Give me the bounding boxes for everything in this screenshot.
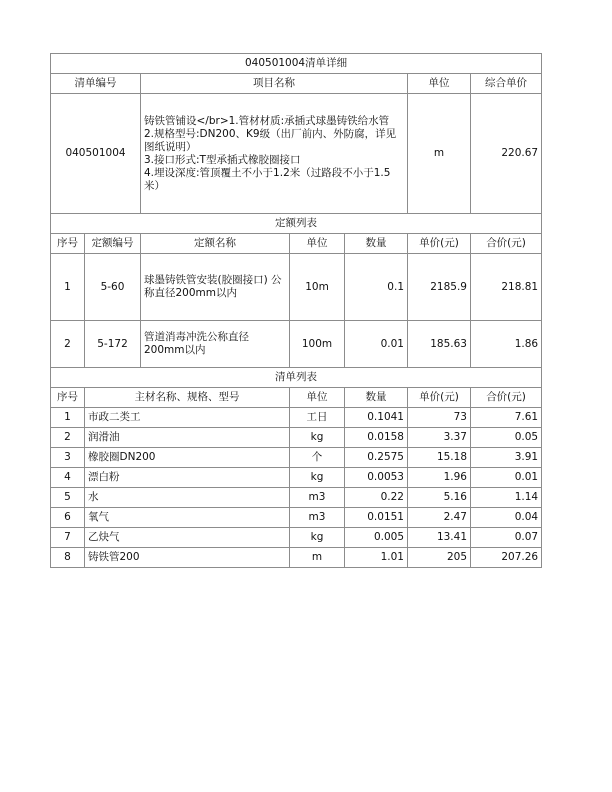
- material-unit-price: 1.96: [408, 468, 471, 488]
- material-qty: 1.01: [345, 548, 408, 568]
- material-name: 润滑油: [85, 428, 290, 448]
- quota-seq-header: 序号: [51, 234, 85, 254]
- material-unit-price: 5.16: [408, 488, 471, 508]
- material-seq-header: 序号: [51, 388, 85, 408]
- material-name-header: 主材名称、规格、型号: [85, 388, 290, 408]
- material-qty: 0.2575: [345, 448, 408, 468]
- material-seq: 4: [51, 468, 85, 488]
- material-name: 橡胶圈DN200: [85, 448, 290, 468]
- quota-code: 5-60: [85, 254, 141, 321]
- material-total: 0.07: [471, 528, 542, 548]
- material-name: 水: [85, 488, 290, 508]
- material-row: [51, 528, 542, 548]
- material-name: 市政二类工: [85, 408, 290, 428]
- material-seq: 3: [51, 448, 85, 468]
- material-qty: 0.22: [345, 488, 408, 508]
- bill-price: 220.67: [471, 94, 542, 214]
- bill-code-header: 清单编号: [51, 74, 141, 94]
- quota-unit-header: 单位: [290, 234, 345, 254]
- quota-total-header: 合价(元): [471, 234, 542, 254]
- bill-unit: m: [408, 94, 471, 214]
- material-row: [51, 408, 542, 428]
- quota-unit-price: 185.63: [408, 321, 471, 368]
- material-total: 0.04: [471, 508, 542, 528]
- material-unit-price: 15.18: [408, 448, 471, 468]
- material-seq: 7: [51, 528, 85, 548]
- quota-unit: 10m: [290, 254, 345, 321]
- material-name: 漂白粉: [85, 468, 290, 488]
- material-total: 3.91: [471, 448, 542, 468]
- quota-name-header: 定额名称: [141, 234, 290, 254]
- material-unit-price: 2.47: [408, 508, 471, 528]
- material-unit-price: 205: [408, 548, 471, 568]
- quota-row: [51, 254, 542, 321]
- material-qty: 0.0158: [345, 428, 408, 448]
- quota-total: 1.86: [471, 321, 542, 368]
- bill-detail-table: [50, 53, 542, 568]
- quota-name: 球墨铸铁管安装(胶圈接口) 公称直径200mm以内: [141, 254, 290, 321]
- material-name: 氧气: [85, 508, 290, 528]
- bill-price-header: 综合单价: [471, 74, 542, 94]
- material-unit: kg: [290, 528, 345, 548]
- bill-name-header: 项目名称: [141, 74, 408, 94]
- bill-desc-line: 2.规格型号:DN200、K9级（出厂前内、外防腐，详见图纸说明）: [144, 127, 397, 153]
- material-total: 0.05: [471, 428, 542, 448]
- material-seq: 5: [51, 488, 85, 508]
- material-qty: 0.0053: [345, 468, 408, 488]
- material-seq: 8: [51, 548, 85, 568]
- bill-desc-line: 3.接口形式:T型承插式橡胶圈接口: [144, 153, 301, 166]
- material-row: [51, 508, 542, 528]
- quota-section-title: 定额列表: [51, 214, 542, 234]
- material-unit-price: 73: [408, 408, 471, 428]
- material-unit: 个: [290, 448, 345, 468]
- material-row: [51, 468, 542, 488]
- quota-seq: 1: [51, 254, 85, 321]
- quota-code: 5-172: [85, 321, 141, 368]
- material-unit-header: 单位: [290, 388, 345, 408]
- quota-unit-price-header: 单价(元): [408, 234, 471, 254]
- quota-qty-header: 数量: [345, 234, 408, 254]
- material-total: 207.26: [471, 548, 542, 568]
- material-unit: kg: [290, 468, 345, 488]
- quota-total: 218.81: [471, 254, 542, 321]
- material-unit-price: 3.37: [408, 428, 471, 448]
- bill-desc-line: 4.埋设深度:管顶覆土不小于1.2米（过路段不小于1.5米）: [144, 166, 391, 192]
- material-seq: 6: [51, 508, 85, 528]
- quota-row: [51, 321, 542, 368]
- material-section-title: 清单列表: [51, 368, 542, 388]
- quota-qty: 0.1: [345, 254, 408, 321]
- quota-seq: 2: [51, 321, 85, 368]
- material-qty: 0.0151: [345, 508, 408, 528]
- quota-unit-price: 2185.9: [408, 254, 471, 321]
- material-unit: m3: [290, 508, 345, 528]
- material-row: [51, 548, 542, 568]
- material-total: 1.14: [471, 488, 542, 508]
- material-seq: 1: [51, 408, 85, 428]
- material-qty: 0.1041: [345, 408, 408, 428]
- material-qty: 0.005: [345, 528, 408, 548]
- material-name: 铸铁管200: [85, 548, 290, 568]
- material-seq: 2: [51, 428, 85, 448]
- quota-code-header: 定额编号: [85, 234, 141, 254]
- bill-unit-header: 单位: [408, 74, 471, 94]
- bill-code: 040501004: [51, 94, 141, 214]
- quota-qty: 0.01: [345, 321, 408, 368]
- material-unit: m: [290, 548, 345, 568]
- material-row: [51, 448, 542, 468]
- material-total-header: 合价(元): [471, 388, 542, 408]
- bill-description: [141, 94, 408, 214]
- quota-name: 管道消毒冲洗公称直径200mm以内: [141, 321, 290, 368]
- material-row: [51, 488, 542, 508]
- material-unit: kg: [290, 428, 345, 448]
- material-qty-header: 数量: [345, 388, 408, 408]
- material-unit-price-header: 单价(元): [408, 388, 471, 408]
- material-unit-price: 13.41: [408, 528, 471, 548]
- material-unit: 工日: [290, 408, 345, 428]
- material-unit: m3: [290, 488, 345, 508]
- material-total: 0.01: [471, 468, 542, 488]
- quota-unit: 100m: [290, 321, 345, 368]
- material-row: [51, 428, 542, 448]
- sheet-title: 040501004清单详细: [51, 54, 542, 74]
- material-total: 7.61: [471, 408, 542, 428]
- bill-desc-line: 铸铁管铺设</br>1.管材材质:承插式球墨铸铁给水管: [144, 114, 390, 127]
- material-name: 乙炔气: [85, 528, 290, 548]
